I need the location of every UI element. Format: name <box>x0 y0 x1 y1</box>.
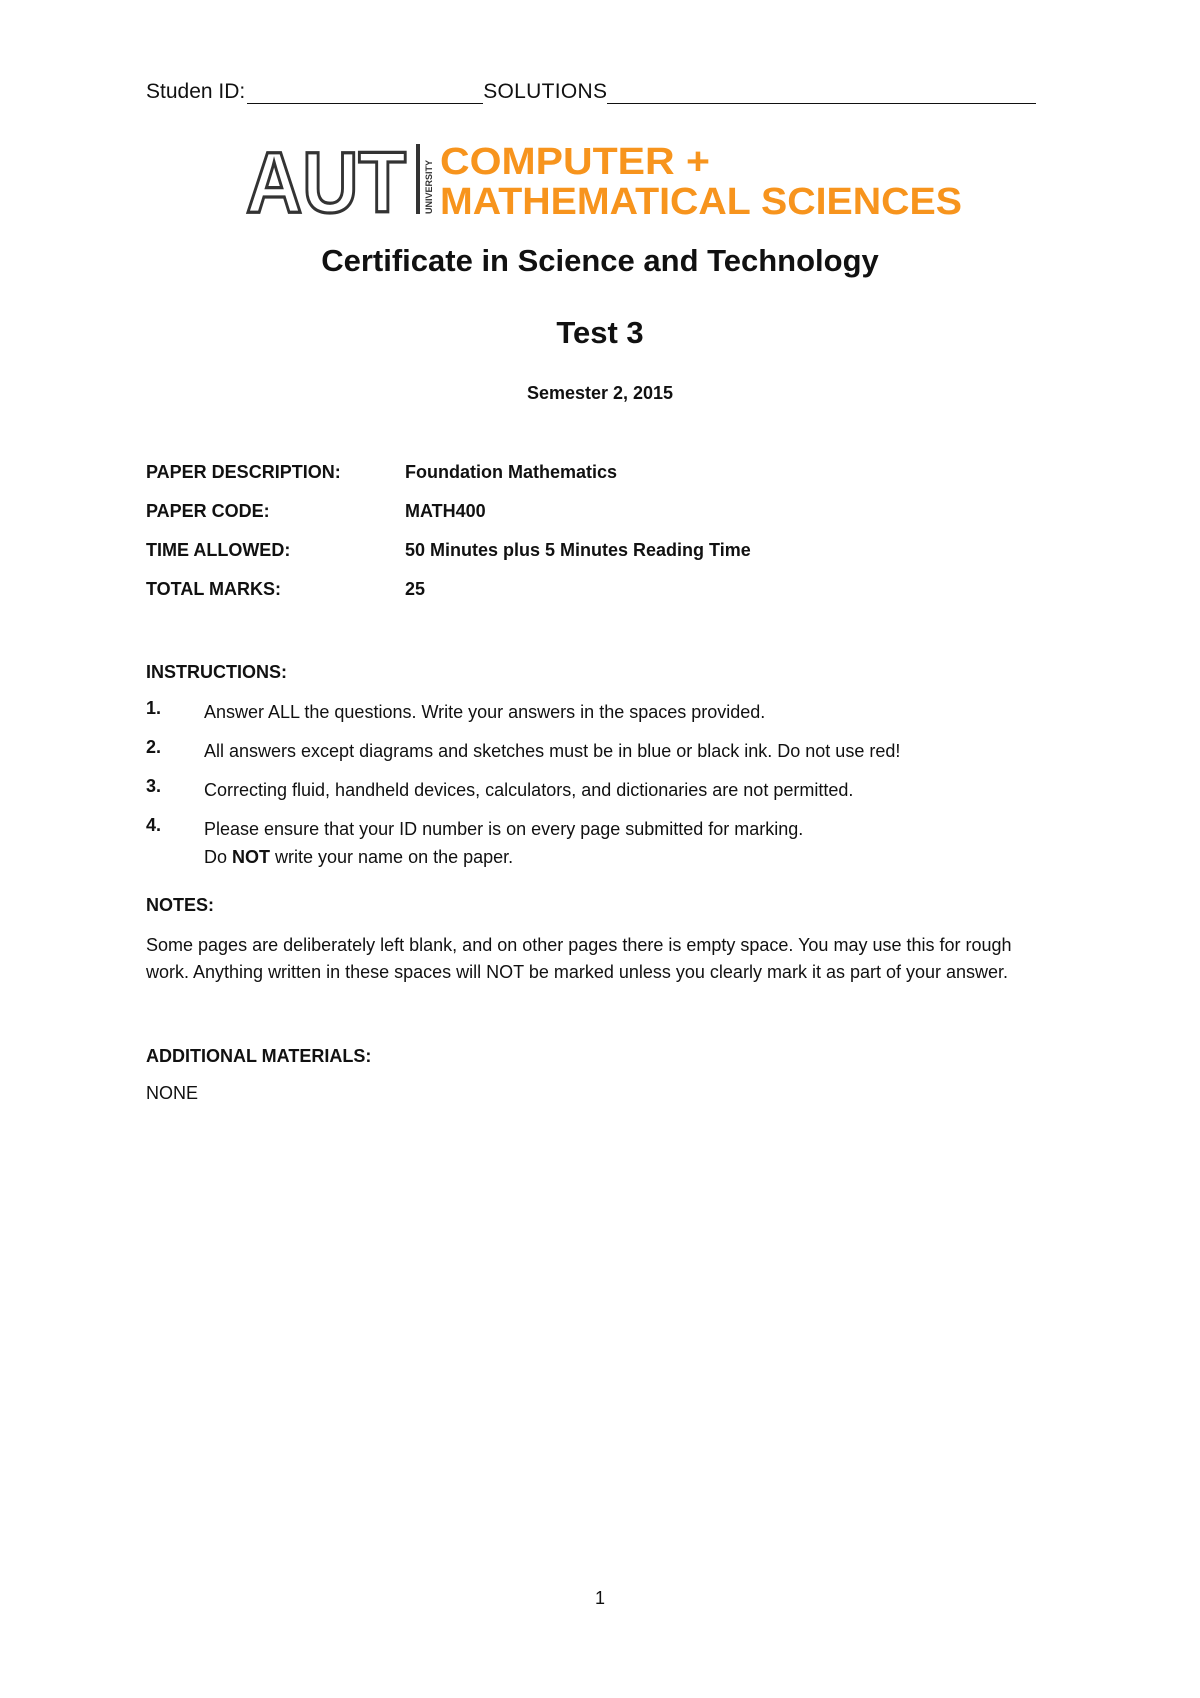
page-number: 1 <box>594 1588 605 1608</box>
instruction-line2-prefix: Do <box>204 847 233 867</box>
trailing-blank <box>607 81 1036 104</box>
logo-line-2: MATHEMATICAL SCIENCES <box>440 181 962 220</box>
instruction-item <box>146 815 1046 871</box>
paper-info-table <box>146 462 751 618</box>
document-title: Certificate in Science and Technology <box>321 243 879 278</box>
paper-info-row <box>146 579 751 618</box>
logo-divider <box>416 144 420 214</box>
paper-info-value: 25 <box>405 579 426 599</box>
instruction-line2-bold: NOT <box>232 847 271 867</box>
semester-label: Semester 2, 2015 <box>526 383 674 403</box>
test-title: Test 3 <box>556 315 644 350</box>
instruction-number: 3. <box>146 776 162 796</box>
student-id-line <box>146 74 1036 104</box>
instruction-item <box>146 737 1046 765</box>
paper-info-key: PAPER CODE: <box>146 501 270 521</box>
instruction-number: 4. <box>146 815 162 835</box>
aut-logo <box>244 140 964 220</box>
paper-info-value: 50 Minutes plus 5 Minutes Reading Time <box>405 540 751 560</box>
instruction-text: Correcting fluid, handheld devices, calculators, and dictionaries are not permitted. <box>204 780 854 800</box>
instruction-text: Answer ALL the questions. Write your answers in the spaces provided. <box>204 702 766 722</box>
university-tag: UNIVERSITY <box>424 159 434 214</box>
paper-info-value: Foundation Mathematics <box>405 462 618 482</box>
instruction-item <box>146 698 1046 726</box>
paper-info-key: PAPER DESCRIPTION: <box>146 462 341 482</box>
student-id-label: Studen ID: <box>146 80 246 103</box>
instruction-text-line2 <box>204 843 1046 871</box>
paper-info-value: MATH400 <box>405 501 486 521</box>
student-id-blank <box>247 81 483 104</box>
notes-text: Some pages are deliberately left blank, and on other pages there is empty space. You may use this for rough work. Anything written in these spaces will NOT be marked unless you clearly mark it as part of your answer. <box>146 935 1012 982</box>
paper-info-row <box>146 501 751 540</box>
instruction-number: 2. <box>146 737 162 757</box>
instruction-text: Please ensure that your ID number is on every page submitted for marking. <box>204 819 804 839</box>
instructions-heading: INSTRUCTIONS: <box>146 662 287 682</box>
notes-heading: NOTES: <box>146 895 215 915</box>
additional-materials-heading: ADDITIONAL MATERIALS: <box>146 1046 372 1066</box>
aut-letters: AUT <box>246 140 406 220</box>
additional-materials-text: NONE <box>146 1083 199 1103</box>
paper-info-key: TOTAL MARKS: <box>146 579 281 599</box>
instruction-item <box>146 776 1046 804</box>
paper-info-key: TIME ALLOWED: <box>146 540 291 560</box>
paper-info-row <box>146 462 751 501</box>
instruction-line2-suffix: write your name on the paper. <box>270 847 514 867</box>
instruction-text: All answers except diagrams and sketches must be in blue or black ink. Do not use red! <box>204 741 901 761</box>
paper-info-row <box>146 540 751 579</box>
instruction-number: 1. <box>146 698 162 718</box>
solutions-label: SOLUTIONS <box>483 80 608 103</box>
logo-line-1: COMPUTER + <box>440 141 710 183</box>
